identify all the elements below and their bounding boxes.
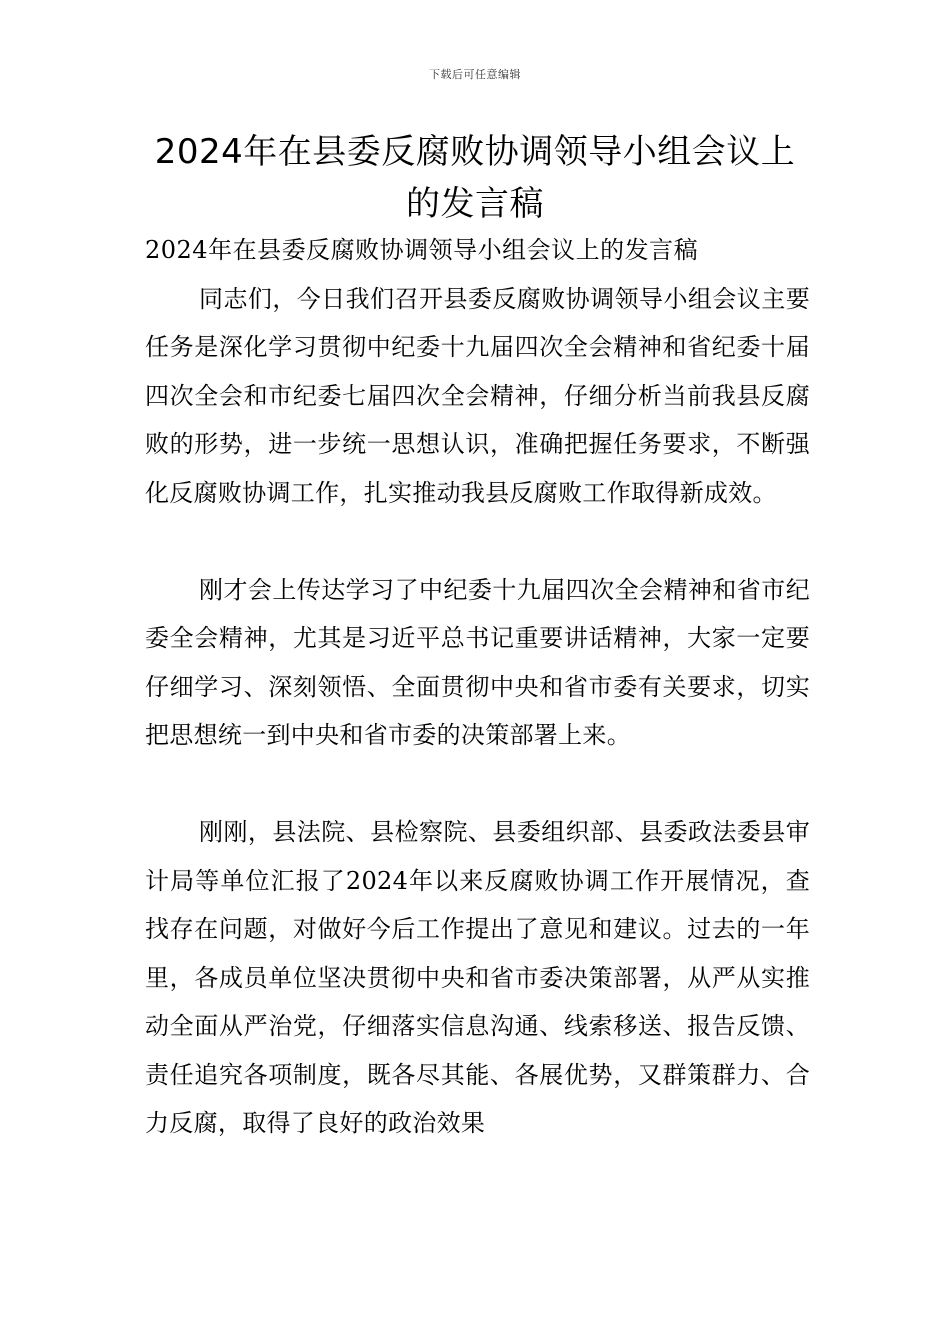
header-note: 下载后可任意编辑 [429, 68, 521, 81]
paragraph-3: 刚刚，县法院、县检察院、县委组织部、县委政法委县审计局等单位汇报了2024年以来反腐败协调工作开展情况，查找存在问题，对做好今后工作提出了意见和建议。过去的一年里，各成员单位坚决贯彻中央和省市委决策部署，从严从实推动全面从严治党，仔细落实信息沟通、线索移送、报告反馈、责任追究各项制度，既各尽其能、各展优势，又群策群力、合力反腐，取得了良好的政治效果 [145, 818, 810, 1137]
document-body [145, 226, 810, 1148]
paragraph-2: 刚才会上传达学习了中纪委十九届四次全会精神和省市纪委全会精神，尤其是习近平总书记重要讲话精神，大家一定要仔细学习、深刻领悟、全面贯彻中央和省市委有关要求，切实把思想统一到中央和省市委的决策部署上来。 [145, 575, 810, 749]
document-title [140, 126, 810, 230]
document-subtitle: 2024年在县委反腐败协调领导小组会议上的发言稿 [145, 236, 699, 264]
paragraph-1: 同志们，今日我们召开县委反腐败协调领导小组会议主要任务是深化学习贯彻中纪委十九届四次全会精神和省纪委十届四次全会和市纪委七届四次全会精神，仔细分析当前我县反腐败的形势，进一步统一思想认识，准确把握任务要求，不断强化反腐败协调工作，扎实推动我县反腐败工作取得新成效。 [145, 284, 810, 507]
paragraph-spacer [145, 760, 810, 809]
paragraph-spacer [145, 517, 810, 566]
document-title-line-2: 的发言稿 [406, 184, 544, 224]
document-title-line-1: 2024年在县委反腐败协调领导小组会议上 [154, 132, 796, 172]
